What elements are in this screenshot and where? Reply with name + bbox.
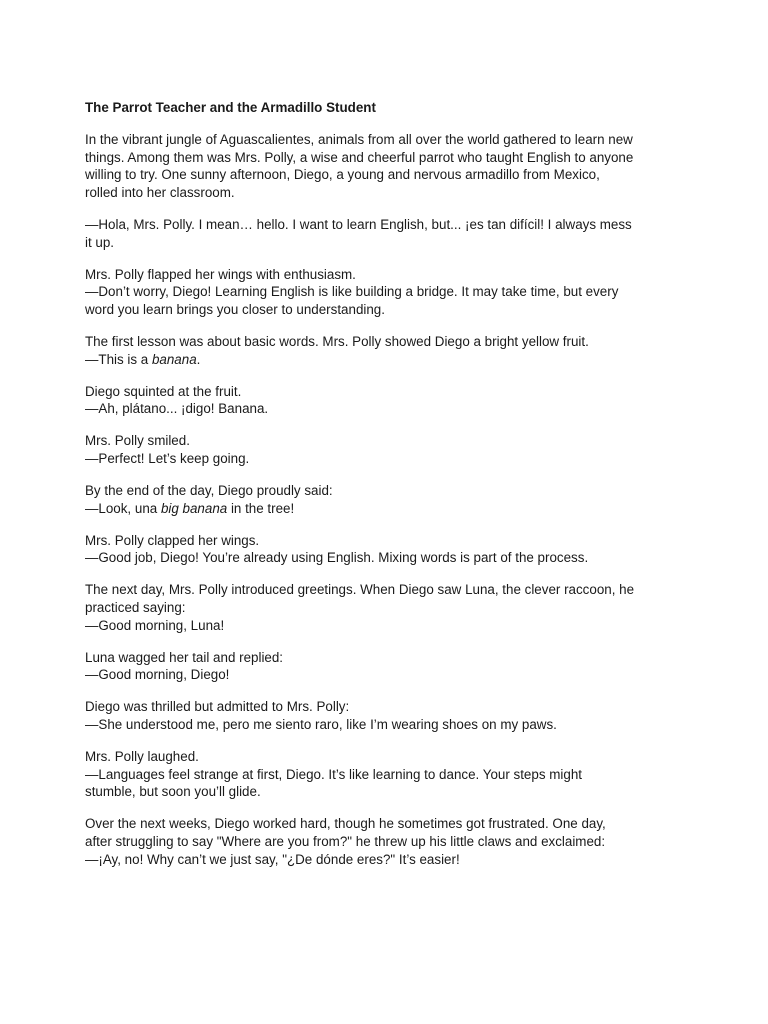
paragraph — [85, 698, 645, 733]
story-text — [85, 131, 645, 868]
text-line — [85, 833, 645, 851]
text-line — [85, 400, 645, 418]
text-line — [85, 184, 645, 202]
paragraph — [85, 432, 645, 467]
text-segment: rolled into her classroom. — [85, 184, 235, 200]
text-segment: —Perfect! Let’s keep going. — [85, 450, 250, 466]
text-line — [85, 216, 645, 234]
text-segment: stumble, but soon you’ll glide. — [85, 784, 261, 800]
text-line — [85, 266, 645, 284]
text-segment: —She understood me, pero me siento raro, like I’m wearing shoes on my paws. — [85, 716, 557, 732]
text-segment: Diego was thrilled but admitted to Mrs. Polly: — [85, 699, 350, 715]
text-segment: —This is a — [85, 351, 152, 367]
text-segment: —Don’t worry, Diego! Learning English is like building a bridge. It may take time, but every — [85, 284, 619, 300]
italic-text: banana — [151, 351, 197, 367]
text-segment: Over the next weeks, Diego worked hard, though he sometimes got frustrated. One day, — [85, 816, 606, 832]
text-segment: By the end of the day, Diego proudly said: — [85, 483, 333, 498]
text-line — [85, 851, 645, 869]
text-segment: —Look, una — [85, 500, 161, 516]
paragraph — [85, 333, 645, 368]
text-segment: in the tree! — [227, 500, 295, 516]
text-segment: things. Among them was Mrs. Polly, a wise and cheerful parrot who taught English to anyone — [85, 149, 634, 165]
paragraph — [85, 216, 645, 251]
text-segment: practiced saying: — [85, 599, 186, 615]
text-segment: —Good morning, Luna! — [85, 617, 225, 633]
text-segment: —Good morning, Diego! — [85, 667, 230, 683]
text-line — [85, 783, 645, 801]
text-segment: willing to try. One sunny afternoon, Diego, a young and nervous armadillo from Mexico, — [85, 167, 600, 183]
text-line — [85, 131, 645, 149]
text-line — [85, 649, 645, 667]
text-line — [85, 748, 645, 766]
text-line — [85, 500, 645, 518]
paragraph — [85, 815, 645, 868]
italic-text: big banana — [160, 500, 228, 516]
text-line — [85, 532, 645, 550]
text-line — [85, 482, 645, 500]
paragraph — [85, 748, 645, 801]
text-segment: The first lesson was about basic words. Mrs. Polly showed Diego a bright yellow fruit. — [85, 333, 589, 349]
text-segment: Mrs. Polly flapped her wings with enthusiasm. — [85, 266, 356, 282]
text-segment: —Hola, Mrs. Polly. I mean… hello. I want to learn English, but... ¡es tan difícil! I always mess — [85, 216, 632, 232]
text-segment: word you learn brings you closer to understanding. — [85, 301, 385, 317]
text-segment: The next day, Mrs. Polly introduced greetings. When Diego saw Luna, the clever raccoon, he — [85, 582, 635, 598]
paragraph — [85, 131, 645, 201]
text-line — [85, 599, 645, 617]
text-line — [85, 149, 645, 167]
text-line — [85, 666, 645, 684]
text-line — [85, 766, 645, 784]
text-segment: after struggling to say "Where are you from?" he threw up his little claws and exclaimed: — [85, 833, 606, 849]
text-segment: Luna wagged her tail and replied: — [85, 649, 284, 665]
paragraph — [85, 482, 645, 517]
text-line — [85, 333, 645, 351]
text-line — [85, 283, 645, 301]
paragraph — [85, 532, 645, 567]
text-segment: Mrs. Polly laughed. — [85, 749, 199, 765]
text-segment: —Languages feel strange at first, Diego. It’s like learning to dance. Your steps might — [85, 766, 582, 782]
text-segment: . — [196, 351, 201, 367]
text-line — [85, 432, 645, 450]
text-line — [85, 617, 645, 635]
text-line — [85, 698, 645, 716]
text-segment: it up. — [85, 234, 115, 250]
paragraph — [85, 581, 645, 634]
text-segment: —Ah, plátano... ¡digo! Banana. — [85, 401, 269, 417]
text-segment: Diego squinted at the fruit. — [85, 383, 242, 399]
text-line — [85, 450, 645, 468]
text-line — [85, 581, 645, 599]
text-segment: Mrs. Polly smiled. — [85, 433, 190, 449]
text-line — [85, 383, 645, 401]
document-body — [85, 99, 645, 883]
text-segment: —¡Ay, no! Why can’t we just say, "¿De dónde eres?" It’s easier! — [85, 851, 460, 867]
paragraph — [85, 383, 645, 418]
paragraph — [85, 266, 645, 319]
text-line — [85, 716, 645, 734]
document-title: The Parrot Teacher and the Armadillo Student — [85, 100, 376, 115]
text-line — [85, 351, 645, 369]
text-segment: In the vibrant jungle of Aguascalientes, animals from all over the world gathered to learn new — [85, 132, 633, 148]
text-line — [85, 549, 645, 567]
text-line — [85, 301, 645, 319]
text-line — [85, 234, 645, 252]
text-segment: Mrs. Polly clapped her wings. — [85, 532, 260, 548]
paragraph — [85, 649, 645, 684]
text-line — [85, 815, 645, 833]
text-line — [85, 166, 645, 184]
text-segment: —Good job, Diego! You’re already using English. Mixing words is part of the process. — [85, 550, 589, 566]
